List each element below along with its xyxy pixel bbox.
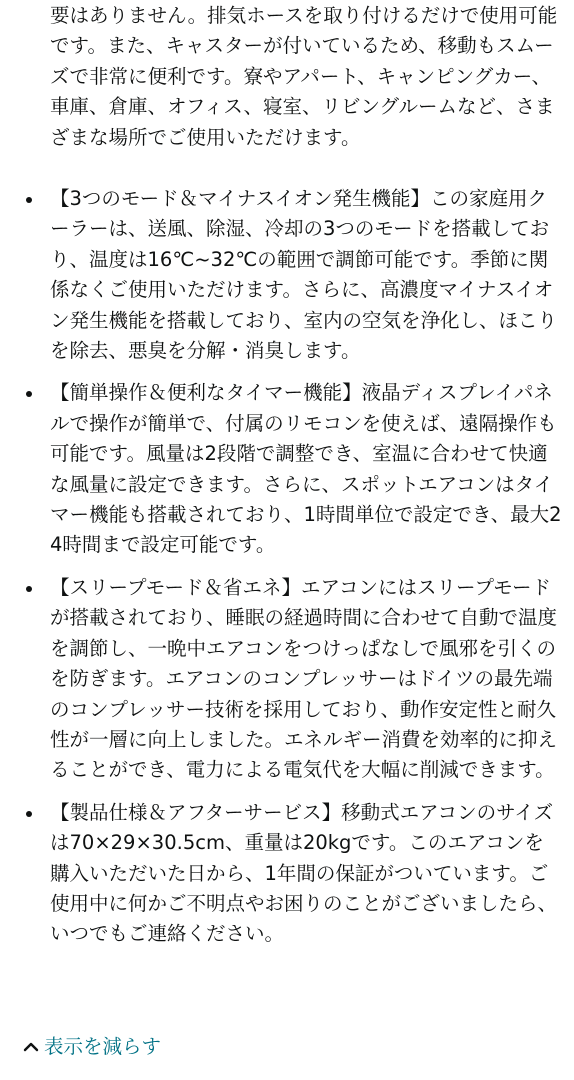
description-continued-text: 要はありません。排気ホースを取り付けるだけで使用可能です。また、キャスターが付いているため、移動もスムーズで非常に便利です。寮やアパート、キャンピングカー、車庫、倉庫、オフィス、寝室、リビングルームなど、さまざまな場所でご使用いただけます。 <box>50 4 558 149</box>
show-less-label[interactable]: 表示を減らす <box>44 1035 162 1058</box>
feature-text: 【スリープモード＆省エネ】エアコンにはスリープモードが搭載されており、睡眠の経過時間に合わせて自動で温度を調節し、一晩中エアコンをつけっぱなしで風邪を引くのを防ぎます。エアコンのコンプレッサーはドイツの最先端のコンプレッサー技術を採用しており、動作安定性と耐久性が一層に向上しました。エネルギー消費を効率的に抑えることができ、電力による電気代を大幅に削減できます。 <box>50 575 558 782</box>
bullet-icon <box>26 811 32 817</box>
list-item <box>0 573 562 786</box>
feature-text: 【簡単操作＆便利なタイマー機能】液晶ディスプレイパネルで操作が簡単で、付属のリモコンを使えば、遠隔操作も可能です。風量は2段階で調整でき、室温に合わせて快適な風量に設定できます。さらに、スポットエアコンはタイマー機能も搭載されており、1時間単位で設定でき、最大24時間まで設定可能です。 <box>50 381 562 557</box>
list-item <box>0 798 562 950</box>
list-item <box>0 378 562 560</box>
chevron-up-icon <box>22 1038 40 1056</box>
feature-text: 【製品仕様＆アフターサービス】移動式エアコンのサイズは70×29×30.5cm、重量は20kgです。このエアコンを購入いただいた日から、1年間の保証がついています。ご使用中に何かご不明点やお困りのことがございましたら、いつでもご連絡ください。 <box>50 800 558 946</box>
feature-text: 【3つのモード＆マイナスイオン発生機能】この家庭用クーラーは、送風、除湿、冷却の3つのモードを搭載しており、温度は16℃~32℃の範囲で調節可能です。季節に関係なくご使用いただけます。さらに、高濃度マイナスイオン発生機能を搭載しており、室内の空気を浄化し、ほこりを除去、悪臭を分解・消臭します。 <box>50 187 558 363</box>
bullet-icon <box>26 197 32 203</box>
bullet-icon <box>26 391 32 397</box>
feature-bullet-list <box>0 184 574 962</box>
bullet-icon <box>26 586 32 592</box>
show-less-link[interactable] <box>22 1032 161 1062</box>
list-item <box>0 184 562 366</box>
